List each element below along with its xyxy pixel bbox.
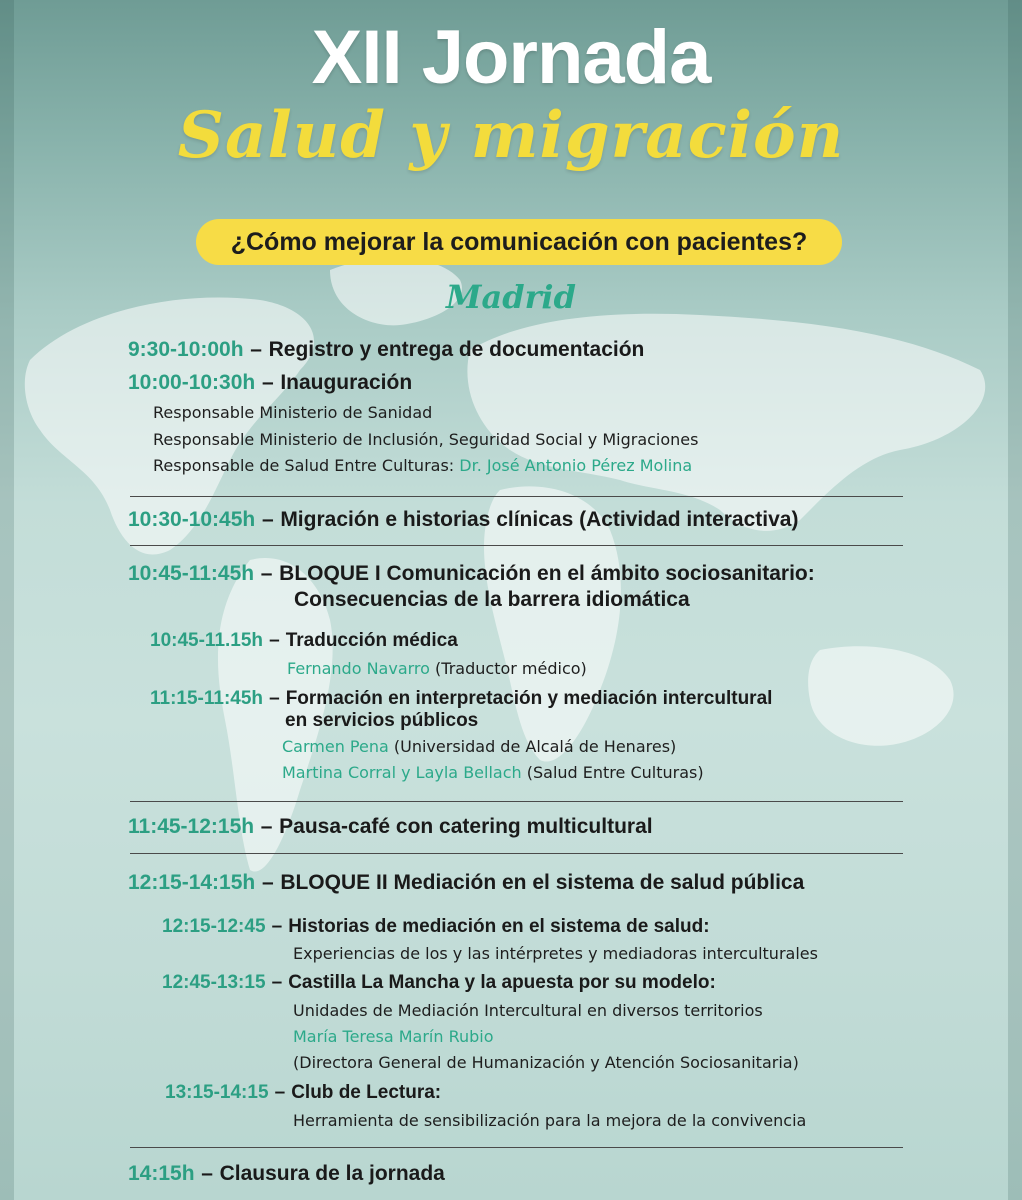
divider: [130, 545, 903, 546]
title: Traducción médica: [285, 630, 458, 651]
time: 14:15h: [128, 1162, 195, 1185]
dash: –: [271, 972, 283, 993]
time: 10:00-10:30h: [128, 371, 256, 394]
time: 10:45-11.15h: [150, 630, 264, 651]
agenda-item-bloque2: [128, 870, 804, 895]
title: BLOQUE II Mediación en el sistema de salud pública: [280, 871, 805, 894]
session-club-lectura: [165, 1081, 441, 1104]
agenda-item-clausura: [128, 1161, 445, 1186]
dash: –: [260, 562, 273, 585]
time: 11:45-12:15h: [128, 815, 255, 838]
time: 12:15-14:15h: [128, 871, 256, 894]
title: Clausura de la jornada: [219, 1162, 445, 1185]
speaker-name: Fernando Navarro: [287, 659, 430, 678]
title-continuation: en servicios públicos: [285, 710, 479, 731]
agenda-item-bloque1: [128, 561, 815, 586]
session-description: Experiencias de los y las intérpretes y mediadoras interculturales: [293, 944, 818, 963]
speaker-line: [153, 456, 692, 475]
dash: –: [271, 916, 283, 937]
time: 12:45-13:15: [162, 972, 266, 993]
divider: [130, 801, 903, 802]
agenda-item-inauguracion: [128, 370, 412, 395]
speaker-role: (Traductor médico): [435, 659, 587, 678]
speaker-line: [282, 763, 704, 782]
dash: –: [261, 508, 274, 531]
speaker-line: [282, 737, 676, 756]
question-banner: [196, 219, 842, 265]
dash: –: [261, 871, 274, 894]
event-title: XII Jornada: [311, 15, 711, 100]
dash: –: [269, 688, 280, 709]
speaker-role: (Directora General de Humanización y Atención Sociosanitaria): [293, 1053, 799, 1072]
time: 12:15-12:45: [162, 916, 266, 937]
time: 10:30-10:45h: [128, 508, 256, 531]
dash: –: [274, 1082, 286, 1103]
agenda-item-registro: [128, 337, 644, 362]
title: Formación en interpretación y mediación intercultural: [285, 688, 773, 709]
speaker-role: (Salud Entre Culturas): [526, 763, 704, 782]
dash: –: [250, 338, 262, 361]
title: Registro y entrega de documentación: [268, 338, 645, 361]
speaker-name: Carmen Pena: [282, 737, 389, 756]
dash: –: [201, 1162, 213, 1185]
title: Historias de mediación en el sistema de salud:: [288, 916, 710, 937]
city-label: Madrid: [446, 278, 576, 316]
title: Castilla La Mancha y la apuesta por su modelo:: [288, 972, 716, 993]
time: 9:30-10:00h: [128, 338, 244, 361]
speaker-line: Responsable Ministerio de Inclusión, Seguridad Social y Migraciones: [153, 430, 699, 449]
session-historias: [162, 915, 710, 938]
divider: [130, 496, 903, 497]
question-text: ¿Cómo mejorar la comunicación con pacientes?: [230, 227, 808, 256]
title-continuation: Consecuencias de la barrera idiomática: [294, 588, 690, 611]
agenda-item-migracion: [128, 507, 798, 532]
speaker-name: Dr. José Antonio Pérez Molina: [459, 456, 693, 475]
session-description: Herramienta de sensibilización para la mejora de la convivencia: [293, 1111, 807, 1130]
divider: [130, 1147, 903, 1148]
dash: –: [260, 815, 273, 838]
session-traduccion: [150, 629, 458, 652]
title: Inauguración: [280, 371, 413, 394]
title: Pausa-café con catering multicultural: [279, 815, 653, 838]
time: 13:15-14:15: [165, 1082, 269, 1103]
time: 10:45-11:45h: [128, 562, 255, 585]
dash: –: [261, 371, 274, 394]
speaker-role: (Universidad de Alcalá de Henares): [393, 737, 677, 756]
title: Migración e historias clínicas (Actividad interactiva): [280, 508, 799, 531]
session-castilla: [162, 971, 716, 994]
speaker-line: Responsable Ministerio de Sanidad: [153, 403, 433, 422]
title: BLOQUE I Comunicación en el ámbito sociosanitario:: [279, 562, 815, 585]
agenda-item-pausa: [128, 814, 653, 839]
speaker-name: María Teresa Marín Rubio: [293, 1027, 494, 1046]
time: 11:15-11:45h: [150, 688, 264, 709]
speaker-prefix: Responsable de Salud Entre Culturas:: [153, 456, 455, 475]
speaker-line: [287, 659, 587, 678]
divider: [130, 853, 903, 854]
session-formacion: [150, 687, 772, 710]
event-subtitle: Salud y migración: [177, 98, 845, 173]
title: Club de Lectura:: [291, 1082, 442, 1103]
session-description: Unidades de Mediación Intercultural en diversos territorios: [293, 1001, 763, 1020]
speaker-name: Martina Corral y Layla Bellach: [282, 763, 522, 782]
dash: –: [269, 630, 280, 651]
